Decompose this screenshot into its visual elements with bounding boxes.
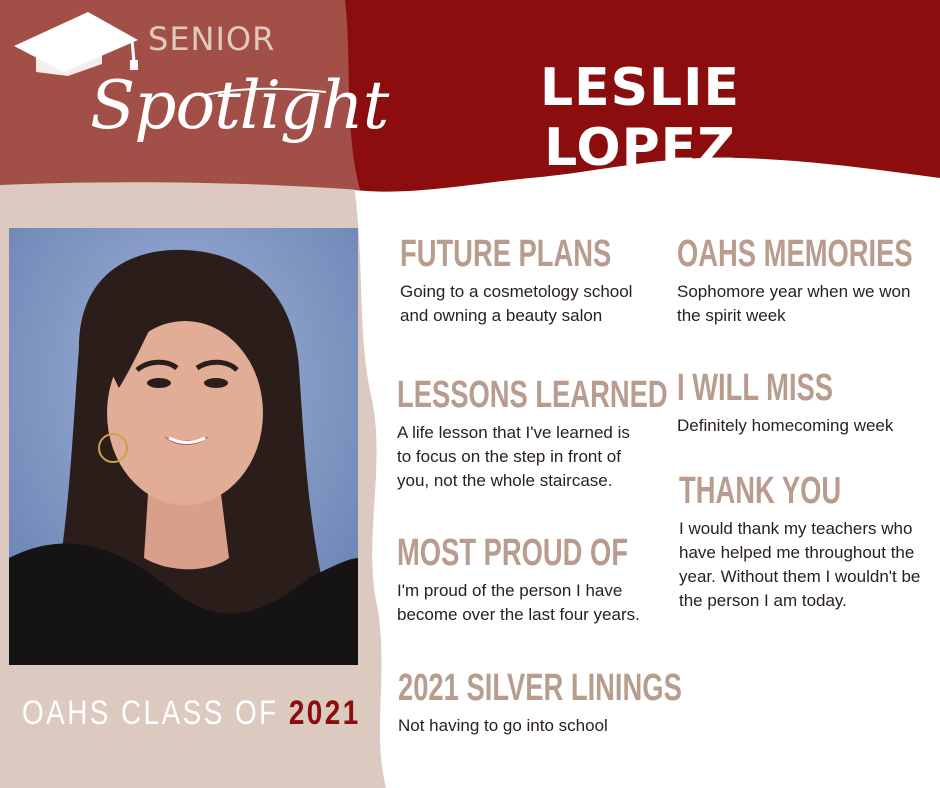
section-heading: OAHS MEMORIES xyxy=(677,233,913,275)
section-heading: LESSONS LEARNED xyxy=(397,374,668,416)
section-lessons-learned xyxy=(397,374,668,493)
section-oahs-memories xyxy=(677,234,917,328)
section-silver-linings xyxy=(398,667,682,738)
section-heading: I WILL MISS xyxy=(677,367,834,409)
section-heading: FUTURE PLANS xyxy=(400,233,612,275)
student-portrait xyxy=(9,228,358,665)
section-i-will-miss xyxy=(677,368,927,438)
logo-senior-text: SENIOR xyxy=(148,20,276,58)
logo-underline-swash xyxy=(200,82,330,102)
section-text: Not having to go into school xyxy=(398,716,608,735)
section-future-plans xyxy=(400,234,650,328)
class-of-caption xyxy=(22,694,361,733)
section-heading: THANK YOU xyxy=(679,470,842,512)
senior-spotlight-logo xyxy=(0,0,389,185)
section-text: Going to a cosmetology school and owning a beauty salon xyxy=(400,282,633,325)
section-text: I'm proud of the person I have become over the last four years. xyxy=(397,581,640,624)
section-text: I would thank my teachers who have helped me throughout the year. Without them I wouldn't be the person I am today. xyxy=(679,519,921,610)
section-text: A life lesson that I've learned is to focus on the step in front of you, not the whole staircase. xyxy=(397,423,630,490)
section-text: Definitely homecoming week xyxy=(677,416,894,435)
section-thank-you xyxy=(679,471,924,613)
class-year: 2021 xyxy=(288,694,361,732)
logo-spotlight-text: Spotlight xyxy=(90,67,389,144)
section-heading: MOST PROUD OF xyxy=(397,532,629,574)
section-most-proud-of xyxy=(397,533,647,627)
student-name: LESLIE LOPEZ xyxy=(539,58,741,178)
class-prefix: OAHS CLASS OF xyxy=(22,694,279,732)
section-heading: 2021 SILVER LININGS xyxy=(398,667,682,709)
section-text: Sophomore year when we won the spirit week xyxy=(677,282,911,325)
